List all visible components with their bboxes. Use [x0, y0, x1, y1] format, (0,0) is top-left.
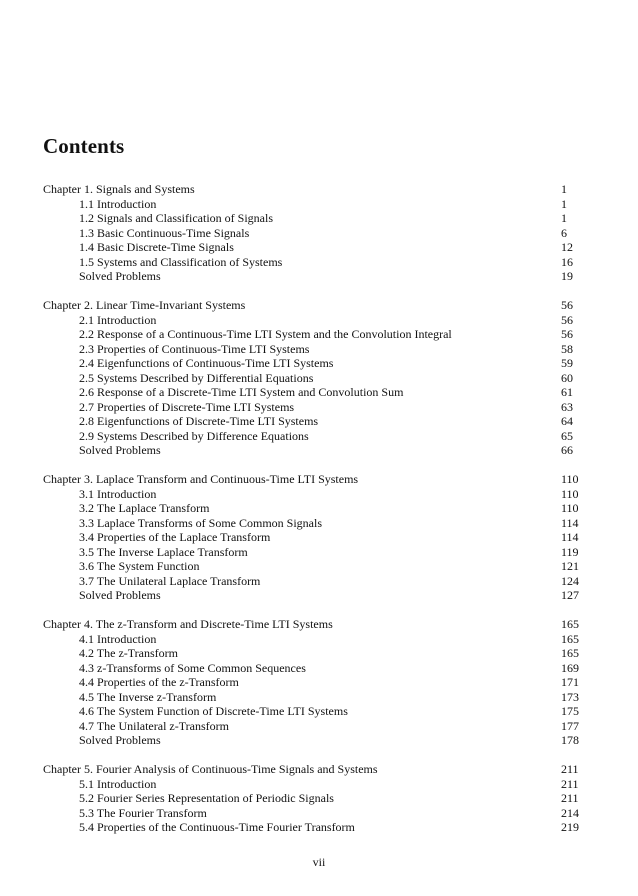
section-entry-title: 5.4 Properties of the Continuous-Time Fourier Transform	[79, 820, 355, 834]
section-entry[interactable]	[43, 240, 583, 255]
chapter-entry-page: 1	[561, 182, 567, 196]
section-entry[interactable]	[43, 516, 583, 531]
section-entry-page: 169	[561, 660, 579, 675]
chapter-entry[interactable]	[43, 472, 583, 487]
section-entry-title: 2.9 Systems Described by Difference Equations	[79, 428, 309, 443]
section-entry-page: 56	[561, 312, 573, 327]
section-entry[interactable]	[43, 197, 583, 212]
section-entry-title: 4.3 z-Transforms of Some Common Sequences	[79, 660, 306, 675]
section-entry-page: 219	[561, 820, 579, 834]
chapter-group	[43, 617, 583, 748]
section-entry[interactable]	[43, 806, 583, 821]
section-entry[interactable]	[43, 255, 583, 270]
chapter-entry[interactable]	[43, 182, 583, 197]
section-entry[interactable]	[43, 313, 583, 328]
section-entry[interactable]	[43, 588, 583, 603]
section-entry[interactable]	[43, 226, 583, 241]
section-entry-page: 124	[561, 573, 579, 588]
section-entry-title: 2.7 Properties of Discrete-Time LTI Systems	[79, 399, 295, 414]
chapter-entry[interactable]	[43, 298, 583, 313]
section-entry-title: 1.1 Introduction	[79, 196, 157, 211]
section-entry-page: 175	[561, 704, 579, 718]
section-entry-page: 114	[561, 530, 579, 544]
section-entry-page: 110	[561, 501, 579, 515]
section-entry[interactable]	[43, 733, 583, 748]
section-entry-page: 214	[561, 805, 579, 820]
section-entry[interactable]	[43, 269, 583, 284]
section-entry[interactable]	[43, 820, 583, 835]
section-entry-page: 61	[561, 385, 573, 399]
section-entry-page: 60	[561, 370, 573, 385]
section-entry[interactable]	[43, 777, 583, 792]
chapter-entry-title: Chapter 5. Fourier Analysis of Continuous-Time Signals and Systems	[43, 762, 378, 776]
section-entry-title: Solved Problems	[79, 733, 161, 747]
section-entry-page: 211	[561, 776, 579, 791]
section-entry-title: 3.5 The Inverse Laplace Transform	[79, 544, 248, 559]
section-entry[interactable]	[43, 487, 583, 502]
chapter-entry-title: Chapter 4. The z-Transform and Discrete-Time LTI Systems	[43, 617, 333, 631]
section-entry-title: Solved Problems	[79, 588, 161, 602]
chapter-group	[43, 762, 583, 835]
section-entry-title: 2.6 Response of a Discrete-Time LTI System and Convolution Sum	[79, 385, 404, 399]
chapter-entry[interactable]	[43, 762, 583, 777]
section-entry[interactable]	[43, 501, 583, 516]
section-entry-title: Solved Problems	[79, 269, 161, 283]
chapter-group	[43, 298, 583, 458]
section-entry-title: 1.5 Systems and Classification of Systems	[79, 254, 283, 269]
section-entry[interactable]	[43, 791, 583, 806]
section-entry-page: 171	[561, 675, 579, 689]
section-entry-title: 3.6 The System Function	[79, 559, 200, 573]
section-entry-page: 19	[561, 269, 573, 283]
section-entry-title: 2.2 Response of a Continuous-Time LTI System and the Convolution Integral	[79, 327, 452, 341]
section-entry[interactable]	[43, 574, 583, 589]
section-entry-page: 173	[561, 689, 579, 704]
section-entry-title: 4.6 The System Function of Discrete-Time LTI Systems	[79, 704, 348, 718]
section-entry-page: 165	[561, 631, 579, 646]
section-entry-title: 3.3 Laplace Transforms of Some Common Signals	[79, 515, 322, 530]
section-entry-page: 56	[561, 327, 573, 341]
section-entry[interactable]	[43, 530, 583, 545]
section-entry[interactable]	[43, 385, 583, 400]
section-entry-page: 178	[561, 733, 579, 747]
section-entry-title: 3.2 The Laplace Transform	[79, 501, 210, 515]
section-entry-title: 4.5 The Inverse z-Transform	[79, 689, 217, 704]
section-entry-page: 59	[561, 356, 573, 370]
chapter-entry-page: 110	[561, 472, 579, 486]
section-entry-title: Solved Problems	[79, 443, 161, 457]
section-entry-title: 4.1 Introduction	[79, 631, 157, 646]
section-entry-title: 5.2 Fourier Series Representation of Periodic Signals	[79, 791, 334, 805]
section-entry[interactable]	[43, 356, 583, 371]
section-entry[interactable]	[43, 719, 583, 734]
page-number: vii	[312, 855, 326, 869]
section-entry[interactable]	[43, 327, 583, 342]
section-entry[interactable]	[43, 632, 583, 647]
section-entry-title: 4.2 The z-Transform	[79, 646, 178, 660]
section-entry-page: 127	[561, 588, 579, 602]
section-entry-page: 64	[561, 414, 573, 428]
section-entry-title: 2.8 Eigenfunctions of Discrete-Time LTI Systems	[79, 414, 319, 428]
chapter-entry-title: Chapter 1. Signals and Systems	[43, 182, 195, 196]
section-entry[interactable]	[43, 414, 583, 429]
table-of-contents	[43, 182, 583, 849]
section-entry-title: 1.3 Basic Continuous-Time Signals	[79, 225, 250, 240]
section-entry-title: 2.5 Systems Described by Differential Equations	[79, 370, 314, 385]
chapter-entry-page: 56	[561, 298, 573, 312]
chapter-group	[43, 182, 583, 284]
section-entry[interactable]	[43, 443, 583, 458]
section-entry[interactable]	[43, 661, 583, 676]
section-entry-title: 2.4 Eigenfunctions of Continuous-Time LTI Systems	[79, 356, 334, 370]
section-entry[interactable]	[43, 342, 583, 357]
section-entry[interactable]	[43, 704, 583, 719]
section-entry-page: 65	[561, 428, 573, 443]
section-entry-title: 3.7 The Unilateral Laplace Transform	[79, 573, 261, 588]
section-entry-title: 4.4 Properties of the z-Transform	[79, 675, 239, 689]
section-entry-title: 2.3 Properties of Continuous-Time LTI Systems	[79, 341, 310, 356]
section-entry-page: 16	[561, 254, 573, 269]
section-entry[interactable]	[43, 371, 583, 386]
section-entry-title: 5.1 Introduction	[79, 776, 157, 791]
section-entry-page: 58	[561, 341, 573, 356]
section-entry-page: 12	[561, 240, 573, 254]
page-title: Contents	[43, 134, 125, 158]
section-entry-page: 114	[561, 515, 579, 530]
section-entry[interactable]	[43, 559, 583, 574]
section-entry[interactable]	[43, 646, 583, 661]
section-entry-page: 63	[561, 399, 573, 414]
section-entry-page: 177	[561, 718, 579, 733]
section-entry[interactable]	[43, 429, 583, 444]
section-entry[interactable]	[43, 211, 583, 226]
section-entry-page: 110	[561, 486, 579, 501]
section-entry[interactable]	[43, 690, 583, 705]
section-entry-page: 1	[561, 196, 567, 211]
section-entry-title: 5.3 The Fourier Transform	[79, 805, 207, 820]
chapter-group	[43, 472, 583, 603]
section-entry-page: 165	[561, 646, 579, 660]
chapter-entry[interactable]	[43, 617, 583, 632]
chapter-entry-page: 211	[561, 762, 579, 776]
section-entry[interactable]	[43, 400, 583, 415]
section-entry[interactable]	[43, 545, 583, 560]
section-entry-title: 3.1 Introduction	[79, 486, 157, 501]
chapter-entry-title: Chapter 2. Linear Time-Invariant Systems	[43, 298, 246, 312]
section-entry[interactable]	[43, 675, 583, 690]
chapter-entry-title: Chapter 3. Laplace Transform and Continuous-Time LTI Systems	[43, 472, 359, 486]
section-entry-page: 6	[561, 225, 567, 240]
section-entry-title: 4.7 The Unilateral z-Transform	[79, 718, 229, 733]
section-entry-page: 1	[561, 211, 567, 225]
section-entry-title: 1.2 Signals and Classification of Signals	[79, 211, 273, 225]
section-entry-page: 121	[561, 559, 579, 573]
section-entry-title: 1.4 Basic Discrete-Time Signals	[79, 240, 234, 254]
chapter-entry-page: 165	[561, 617, 579, 631]
section-entry-title: 2.1 Introduction	[79, 312, 157, 327]
section-entry-page: 119	[561, 544, 579, 559]
section-entry-title: 3.4 Properties of the Laplace Transform	[79, 530, 271, 544]
section-entry-page: 211	[561, 791, 579, 805]
section-entry-page: 66	[561, 443, 573, 457]
